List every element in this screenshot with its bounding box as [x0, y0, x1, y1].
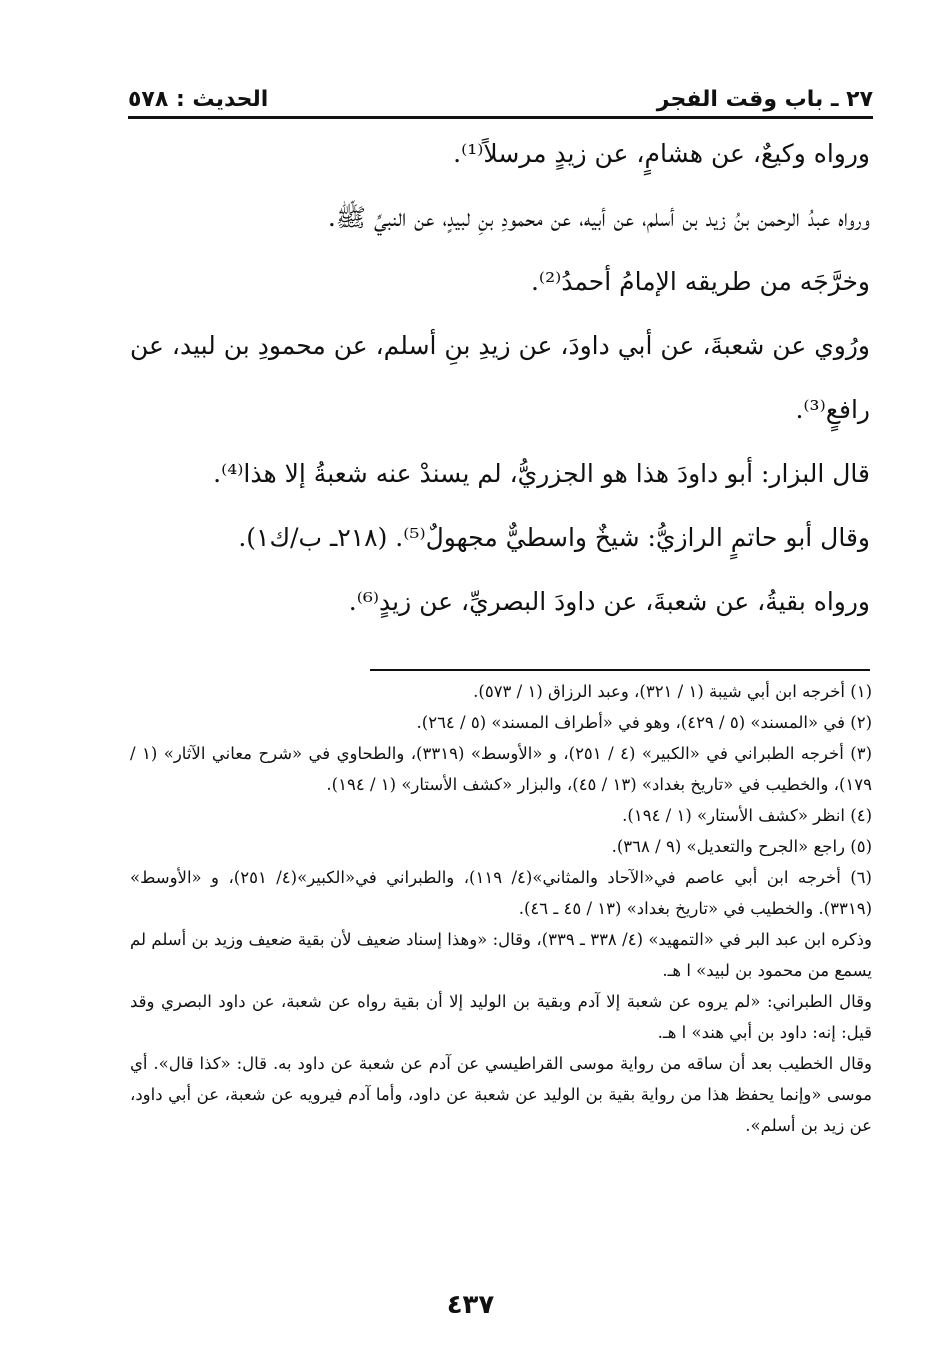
- paragraph: وقال أبو حاتمٍ الرازيُّ: شيخٌ واسطيٌّ مجهولٌ⁽⁵⁾. (٢١٨ـ ب/ك١).: [238, 523, 870, 552]
- footnote-continuation: وقال الطبراني: «لم يروه عن شعبة إلا آدم وبقية بن الوليد إلا أن بقية رواه عن شعبة، عن داود البصري وقد قيل: إنه: داود بن أبي هند» ا هـ.: [130, 992, 872, 1042]
- footnote: (٣) أخرجه الطبراني في «الكبير» (٤ / ٢٥١)، و «الأوسط» (٣٣١٩)، والطحاوي في «شرح معاني الآثار» (١ / ١٧٩)، والخطيب في «تاريخ بغداد» (١٣ / ٤٥)، والبزار «كشف الأستار» (١ / ١٩٤).: [130, 744, 872, 794]
- footnote: (٤) انظر «كشف الأستار» (١ / ١٩٤).: [622, 806, 872, 825]
- paragraph: وخرَّجَه من طريقه الإمامُ أحمدُ⁽²⁾.: [530, 267, 870, 296]
- paragraph: ورُوي عن شعبةَ، عن أبي داودَ، عن زيدِ بنِ أسلم، عن محمودِ بن لبيد، عن رافعٍ⁽³⁾.: [130, 331, 870, 424]
- paragraph: ورواه بقيةُ، عن شعبةَ، عن داودَ البصريِّ، عن زيدٍ⁽⁶⁾.: [348, 587, 870, 616]
- page-header: [128, 76, 873, 119]
- footnote: (٢) في «المسند» (٥ / ٤٢٩)، وهو في «أطراف المسند» (٥ / ٢٦٤).: [416, 713, 872, 732]
- paragraph: ورواه عبدُ الرحمن بنُ زيد بن أسلم، عن أبيه، عن محمودِ بنِ لبيدٍ، عن النبيِّ ﷺ.: [327, 203, 870, 232]
- paragraph: ورواه وكيعٌ، عن هشامٍ، عن زيدٍ مرسلاً⁽¹⁾.: [453, 139, 870, 168]
- page-number: ٤٣٧: [446, 1290, 495, 1320]
- main-text: [130, 122, 870, 634]
- footnote: (٦) أخرجه ابن أبي عاصم في«الآحاد والمثاني»(٤/ ١١٩)، والطبراني في«الكبير»(٤/ ٢٥١)، و «الأوسط» (٣٣١٩). والخطيب في «تاريخ بغداد» (١٣ / ٤٥ ـ ٤٦).: [130, 868, 872, 918]
- footnote: (١) أخرجه ابن أبي شيبة (١ / ٣٢١)، وعبد الرزاق (١ / ٥٧٣).: [473, 682, 872, 701]
- hadith-number: الحديث : ٥٧٨: [128, 87, 269, 112]
- footnote-separator: [370, 669, 870, 671]
- footnote: (٥) راجع «الجرح والتعديل» (٩ / ٣٦٨).: [611, 837, 872, 856]
- footnote-continuation: وذكره ابن عبد البر في «التمهيد» (٤/ ٣٣٨ ـ ٣٣٩)، وقال: «وهذا إسناد ضعيف لأن بقية ضعيف وزيد بن أسلم لم يسمع من محمود بن لبيد» ا هـ.: [130, 930, 872, 980]
- chapter-title: ٢٧ ـ باب وقت الفجر: [656, 87, 873, 112]
- footnote-continuation: وقال الخطيب بعد أن ساقه من رواية موسى القراطيسي عن آدم عن شعبة عن داود به. قال: «كذا قال». أي موسى «وإنما يحفظ هذا من رواية بقية بن الوليد عن شعبة عن داود، وأما آدم فيرويه عن شعبة، عن أبي داود، عن زيد بن أسلم».: [130, 1054, 872, 1135]
- footnotes: [130, 676, 872, 1141]
- paragraph: قال البزار: أبو داودَ هذا هو الجزريُّ، لم يسندْ عنه شعبةُ إلا هذا⁽⁴⁾.: [213, 459, 870, 488]
